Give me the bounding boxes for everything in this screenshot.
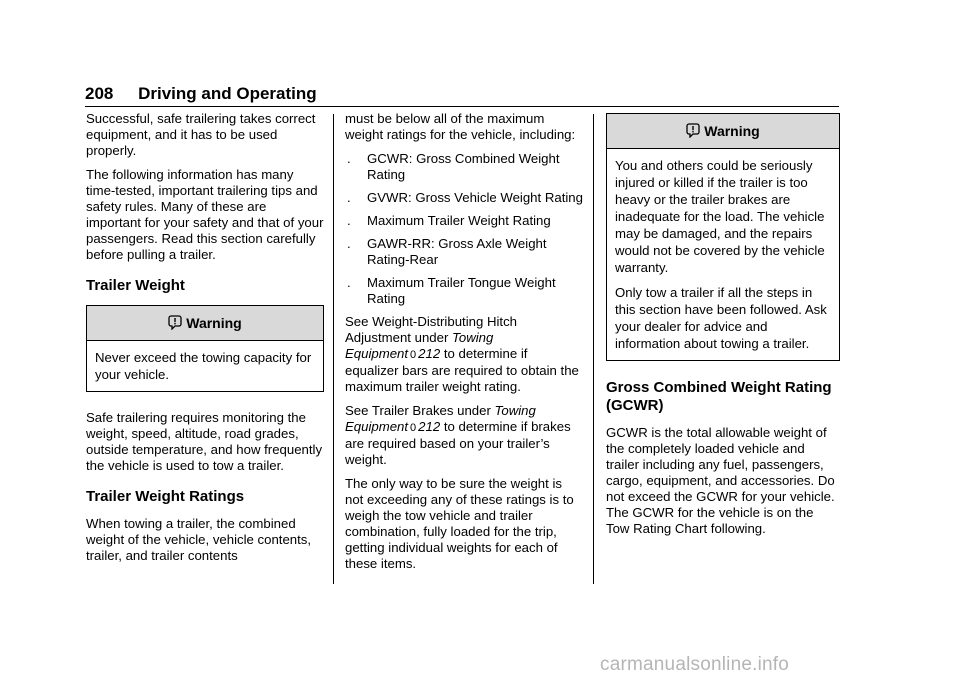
page-header <box>85 84 317 104</box>
column-1 <box>86 111 324 572</box>
column-3 <box>606 111 840 545</box>
warning-box <box>606 113 840 361</box>
ratings-list <box>345 151 583 307</box>
list-item: . Maximum Trailer Weight Rating <box>347 213 551 228</box>
paragraph: must be below all of the maximum weight ratings for the vehicle, including: <box>345 111 576 142</box>
list-item: . GCWR: Gross Combined Weight Rating <box>347 151 560 182</box>
cross-reference-paragraph: See Weight-Distributing Hitch Adjustment under Towing Equipment 0 212 to determine if equalizer bars are required to obtain the maximum trailer weight rating. <box>345 314 579 394</box>
warning-text: Never exceed the towing capacity for your vehicle. <box>95 350 312 382</box>
reference-arrow: 0 <box>410 349 417 361</box>
warning-box <box>86 305 324 392</box>
watermark: carmanualsonline.info <box>600 654 790 675</box>
reference-page[interactable]: 212 <box>418 346 441 361</box>
section-title: Driving and Operating <box>138 84 317 103</box>
reference-link[interactable]: Towing Equipment <box>345 403 536 434</box>
reference-link[interactable]: Towing Equipment <box>345 330 494 361</box>
reference-arrow: 0 <box>410 422 417 434</box>
paragraph: When towing a trailer, the combined weight of the vehicle, vehicle contents, trailer, and trailer contents <box>86 516 312 563</box>
warning-icon <box>168 308 182 342</box>
column-divider-1 <box>333 114 334 584</box>
warning-icon <box>686 116 700 150</box>
warning-header <box>87 306 323 341</box>
bullet: . <box>347 236 351 251</box>
list-item: . GAWR-RR: Gross Axle Weight Rating-Rear <box>347 236 547 267</box>
warning-header <box>607 114 839 149</box>
list-item: . GVWR: Gross Vehicle Weight Rating <box>347 190 583 205</box>
bullet: . <box>347 275 351 290</box>
column-divider-2 <box>593 114 594 584</box>
header-rule <box>85 106 839 107</box>
paragraph: The following information has many time-tested, important trailering tips and safety rules. Many of these are important for your safety and that of your passengers. Read this section carefully before pulling a trailer. <box>86 167 324 262</box>
paragraph: Safe trailering requires monitoring the weight, speed, altitude, road grades, outside temperature, and how frequently the vehicle is used to tow a trailer. <box>86 410 323 473</box>
list-item: . Maximum Trailer Tongue Weight Rating <box>347 275 556 306</box>
warning-label: Warning <box>704 123 760 139</box>
bullet: . <box>347 190 351 205</box>
heading-trailer-weight: Trailer Weight <box>86 277 185 294</box>
cross-reference-paragraph: See Trailer Brakes under Towing Equipment 0 212 to determine if brakes are required based on your trailer’s weight. <box>345 403 571 467</box>
bullet: . <box>347 151 351 166</box>
bullet: . <box>347 213 351 228</box>
paragraph: The only way to be sure the weight is not exceeding any of these ratings is to weigh the tow vehicle and trailer combination, fully loaded for the trip, getting individual weights for each of these items. <box>345 476 574 571</box>
paragraph: Successful, safe trailering takes correct equipment, and it has to be used properly. <box>86 111 316 158</box>
warning-text: You and others could be seriously injured or killed if the trailer is too heavy or the trailer brakes are inadequate for the load. The vehicle may be damaged, and the repairs would not be covered by the vehicle warranty. <box>615 158 825 275</box>
paragraph: GCWR is the total allowable weight of the completely loaded vehicle and trailer including any fuel, passengers, cargo, equipment, and accessories. Do not exceed the GCWR for your vehicle. The GCWR for the vehicle is on the Tow Rating Chart following. <box>606 425 835 536</box>
reference-page[interactable]: 212 <box>418 419 441 434</box>
page-number: 208 <box>85 84 114 103</box>
warning-label: Warning <box>186 315 242 331</box>
heading-trailer-weight-ratings: Trailer Weight Ratings <box>86 488 245 505</box>
heading-gcwr: Gross Combined Weight Rating (GCWR) <box>606 379 832 414</box>
warning-text: Only tow a trailer if all the steps in this section have been followed. Ask your dealer for advice and information about towing a trailer. <box>615 285 827 351</box>
column-2 <box>345 111 583 580</box>
